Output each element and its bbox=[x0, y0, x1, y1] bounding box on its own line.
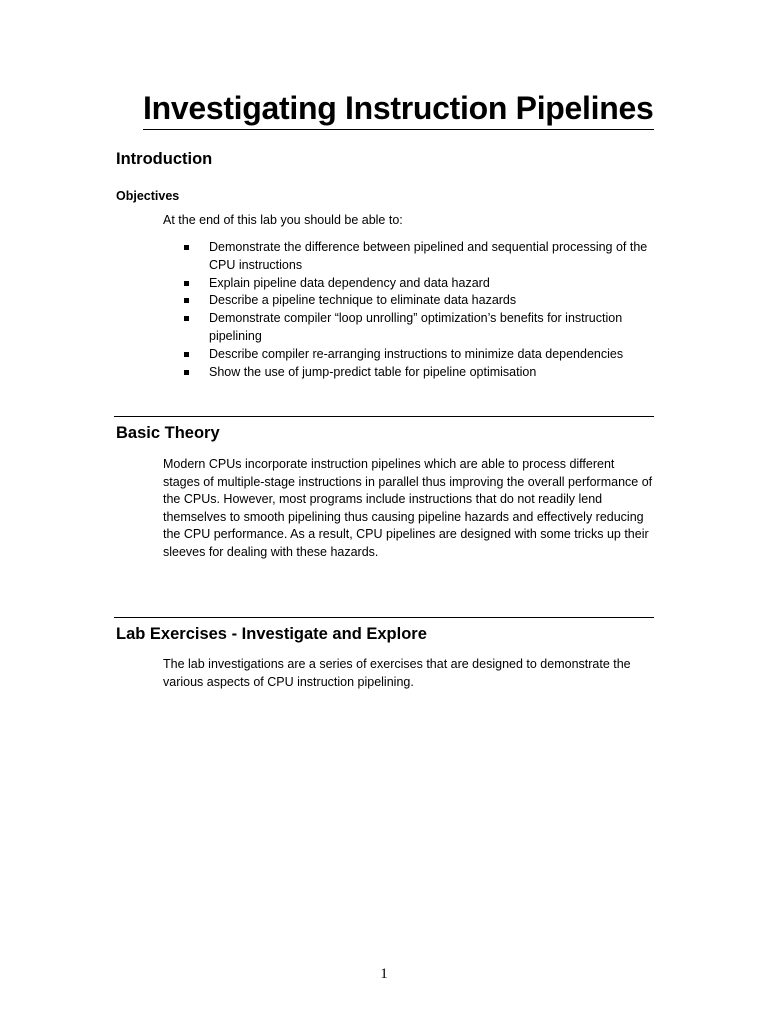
basic-theory-paragraph: Modern CPUs incorporate instruction pipelines which are able to process different stages of multiple-stage instructions in parallel thus improving the overall performance of the CPUs. However, most programs include instructions that do not readily lend themselves to smooth pipelining thus causing pipeline hazards and effectively reducing the CPU performance. As a result, CPU pipelines are designed with some tricks up their sleeves for dealing with these hazards. bbox=[163, 457, 653, 559]
lab-exercises-paragraph: The lab investigations are a series of exercises that are designed to demonstrate the various aspects of CPU instruction pipelining. bbox=[163, 657, 631, 689]
objective-item bbox=[181, 346, 651, 364]
square-bullet-icon bbox=[184, 298, 189, 303]
square-bullet-icon bbox=[184, 245, 189, 250]
objectives-subheading: Objectives bbox=[116, 189, 180, 203]
objective-text: Demonstrate the difference between pipelined and sequential processing of the CPU instructions bbox=[209, 240, 648, 272]
page-title: Investigating Instruction Pipelines bbox=[143, 90, 654, 126]
page-number: 1 bbox=[380, 966, 388, 982]
objective-text: Show the use of jump-predict table for pipeline optimisation bbox=[209, 364, 537, 379]
objective-item bbox=[181, 292, 651, 310]
objectives-lead-text: At the end of this lab you should be able to: bbox=[163, 213, 403, 227]
objective-item bbox=[181, 275, 651, 293]
square-bullet-icon bbox=[184, 316, 189, 321]
title-underline bbox=[143, 129, 654, 130]
square-bullet-icon bbox=[184, 352, 189, 357]
objective-item bbox=[181, 364, 651, 382]
section-divider bbox=[114, 416, 654, 417]
objective-text: Describe compiler re-arranging instructions to minimize data dependencies bbox=[209, 346, 624, 361]
objective-text: Explain pipeline data dependency and data hazard bbox=[209, 275, 490, 290]
lab-exercises-heading: Lab Exercises - Investigate and Explore bbox=[116, 625, 427, 643]
objective-item bbox=[181, 310, 651, 346]
square-bullet-icon bbox=[184, 281, 189, 286]
objective-text: Demonstrate compiler “loop unrolling” optimization’s benefits for instruction pipelining bbox=[209, 311, 623, 343]
square-bullet-icon bbox=[184, 370, 189, 375]
section-divider bbox=[114, 617, 654, 618]
basic-theory-heading: Basic Theory bbox=[116, 424, 220, 442]
objective-text: Describe a pipeline technique to eliminate data hazards bbox=[209, 293, 517, 308]
objectives-list bbox=[181, 239, 651, 381]
introduction-heading: Introduction bbox=[116, 150, 213, 168]
objective-item bbox=[181, 239, 651, 275]
